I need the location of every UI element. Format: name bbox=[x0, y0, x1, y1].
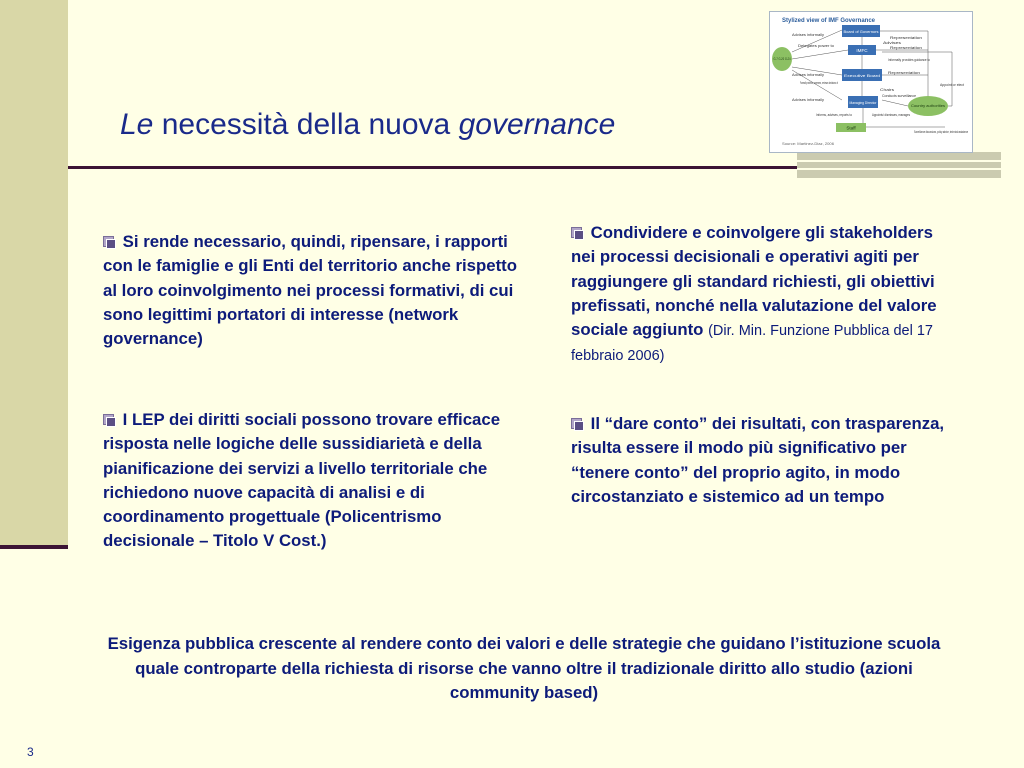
diagram-appoint-or-elect: Appoint or elect bbox=[940, 83, 965, 87]
diagram-formally-selects: Formally selects, oversees, reviews decisions of bbox=[800, 81, 839, 85]
diagram-representation-3: Representation bbox=[888, 71, 920, 75]
bullet-square-icon bbox=[571, 418, 584, 430]
slide-title bbox=[120, 108, 615, 142]
diagram-informs-advises: Informs, advises, reports to bbox=[816, 113, 853, 117]
bullet-square-icon bbox=[103, 236, 116, 248]
diagram-executive-board: Executive Board bbox=[844, 73, 880, 78]
diagram-chairs: Chairs bbox=[880, 88, 895, 92]
right-bullet-1-text: Condividere e coinvolgere gli stakeholders nei processi decisionali e operativi agiti per raggiungere gli standard richiesti, gli obiettivi prefissati, nonché nella valutazione del valore sociale aggiunto bbox=[571, 223, 937, 340]
left-bullet-2 bbox=[103, 408, 518, 554]
left-band-rule bbox=[0, 545, 68, 549]
title-italic-suffix: governance bbox=[458, 108, 616, 141]
bottom-summary-text: Esigenza pubblica crescente al rendere conto dei valori e delle strategie che guidano l’istituzione scuola quale controparte della richiesta di risorse che vanno oltre il tradizionale diritto allo studio (azioni community based) bbox=[107, 634, 941, 702]
left-decorative-band bbox=[0, 0, 68, 545]
diagram-delegates-power: Delegates power to bbox=[798, 44, 834, 48]
diagram-representation-1: Representation bbox=[890, 36, 922, 40]
right-bullet-2 bbox=[571, 412, 956, 509]
right-bullet-2-text: Il “dare conto” dei risultati, con trasparenza, risulta essere il modo più significativo per “tenere conto” del proprio agito, in modo circostanziato e sistemico ad un tempo bbox=[571, 414, 945, 506]
right-bullet-1-note: (Dir. Min. Funzione Pubblica del 17 febbraio 2006) bbox=[571, 323, 933, 365]
diagram-title: Stylized view of IMF Governance bbox=[782, 18, 876, 24]
diagram-source: Source: Martinez-Diaz, 2006 bbox=[782, 142, 834, 146]
left-bullet-1-text: Si rende necessario, quindi, ripensare, i rapporti con le famiglie e gli Enti del territorio anche rispetto al loro coinvolgimento nei processi formativi, di cui sono legittimi portatori di interesse (network governance) bbox=[103, 232, 518, 349]
left-bullet-2-text: I LEP dei diritti sociali possono trovare efficace risposta nelle logiche delle sussidiarietà e della pianificazione dei servizi a livello territoriale che richiedono nuove capacità di analisi e di coordinamento progettuale (Policentrismo decisionale – Titolo V Cost.) bbox=[103, 410, 501, 551]
title-italic-prefix: Le bbox=[120, 108, 154, 141]
diagram-staff: Staff bbox=[846, 125, 856, 131]
bullet-square-icon bbox=[571, 227, 584, 239]
diagram-advises-informally-3: Advises informally bbox=[792, 98, 825, 102]
diagram-imfc: IMFC bbox=[856, 48, 868, 53]
diagram-appoints: Appoints/ dismisses, manages bbox=[872, 113, 911, 117]
left-bullet-1 bbox=[103, 230, 518, 351]
bullet-square-icon bbox=[103, 414, 116, 426]
diagram-g-groups: G-7 G-20 G-24 bbox=[773, 57, 791, 61]
diagram-representation-2: Representation bbox=[890, 46, 922, 50]
diagram-managing-director: Managing Director bbox=[849, 101, 878, 105]
diagram-advises-informally-1: Advises informally bbox=[792, 33, 825, 37]
diagram-country-authorities: Country authorities bbox=[911, 104, 946, 108]
diagram-board-of-governors: Board of Governors bbox=[843, 29, 879, 34]
corner-decorative-block bbox=[797, 152, 1001, 178]
title-middle: necessità della nuova bbox=[153, 108, 459, 141]
diagram-advises: Advises bbox=[883, 41, 902, 45]
diagram-surveillance: Surveillance discussions, policy advice, technical assistance bbox=[914, 130, 969, 134]
right-bullet-1 bbox=[571, 221, 956, 369]
page-number: 3 bbox=[27, 745, 34, 759]
diagram-advises-informally-2: Advises informally bbox=[792, 73, 825, 77]
diagram-informally-provides: Informally provides guidance to bbox=[888, 58, 931, 62]
diagram-conducts-surveillance: Conducts surveillance bbox=[882, 94, 917, 98]
imf-governance-diagram bbox=[769, 11, 973, 153]
